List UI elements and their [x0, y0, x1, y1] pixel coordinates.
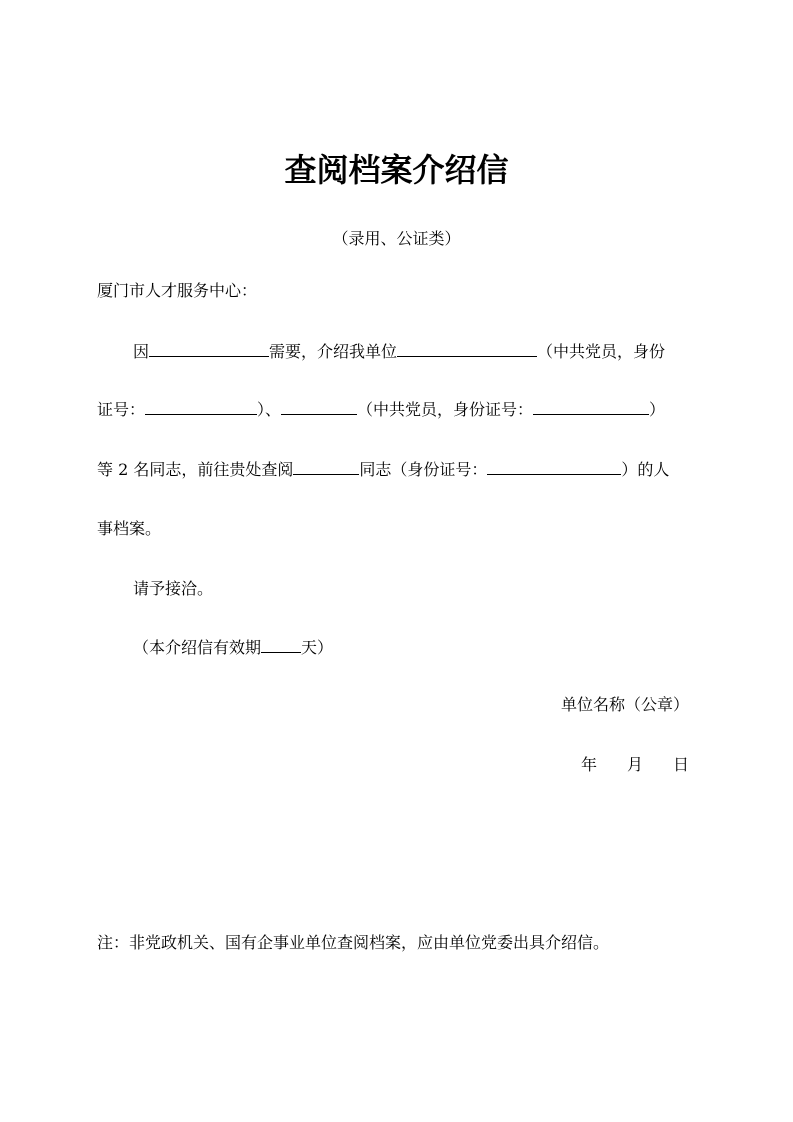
recipient-line: 厦门市人才服务中心： — [97, 281, 258, 300]
request-line: 请予接洽。 — [133, 579, 214, 598]
body-line-4: 事档案。 — [97, 519, 162, 538]
body-text: （中共党员，身份证号： — [357, 400, 534, 419]
person1-name-blank[interactable] — [397, 340, 537, 357]
date-month: 月 — [626, 755, 643, 774]
file-owner-name-blank[interactable] — [293, 458, 359, 475]
body-text: 因 — [133, 342, 150, 361]
date-line — [581, 754, 689, 776]
validity-suffix: 天） — [301, 638, 334, 657]
validity-prefix: （本介绍信有效期 — [133, 638, 262, 657]
body-text: 证号： — [97, 400, 146, 419]
file-owner-id-blank[interactable] — [487, 458, 621, 475]
body-line-1 — [133, 340, 698, 363]
letter-title: 查阅档案介绍信 — [284, 151, 509, 189]
person1-id-blank[interactable] — [145, 398, 257, 415]
body-text: ）、 — [257, 400, 282, 419]
body-text: ） — [649, 400, 666, 419]
person2-id-blank[interactable] — [533, 398, 649, 415]
letter-subtitle: （录用、公证类） — [332, 229, 461, 248]
body-text: （中共党员，身份 — [537, 342, 666, 361]
body-line-3 — [97, 458, 697, 481]
date-year: 年 — [580, 755, 597, 774]
body-text: 同志（身份证号： — [359, 460, 488, 479]
footnote: 注：非党政机关、国有企事业单位查阅档案，应由单位党委出具介绍信。 — [97, 933, 610, 952]
validity-days-blank[interactable] — [261, 636, 301, 653]
validity-line — [133, 636, 733, 659]
body-text: ）的人 — [621, 460, 670, 479]
body-text: 需要，介绍我单位 — [269, 342, 398, 361]
body-text: 等 2 名同志，前往贵处查阅 — [97, 460, 294, 479]
signature-line: 单位名称（公章） — [560, 695, 689, 714]
body-line-2 — [97, 398, 697, 421]
purpose-blank[interactable] — [149, 340, 269, 357]
person2-name-blank[interactable] — [281, 398, 357, 415]
date-day: 日 — [672, 755, 689, 774]
